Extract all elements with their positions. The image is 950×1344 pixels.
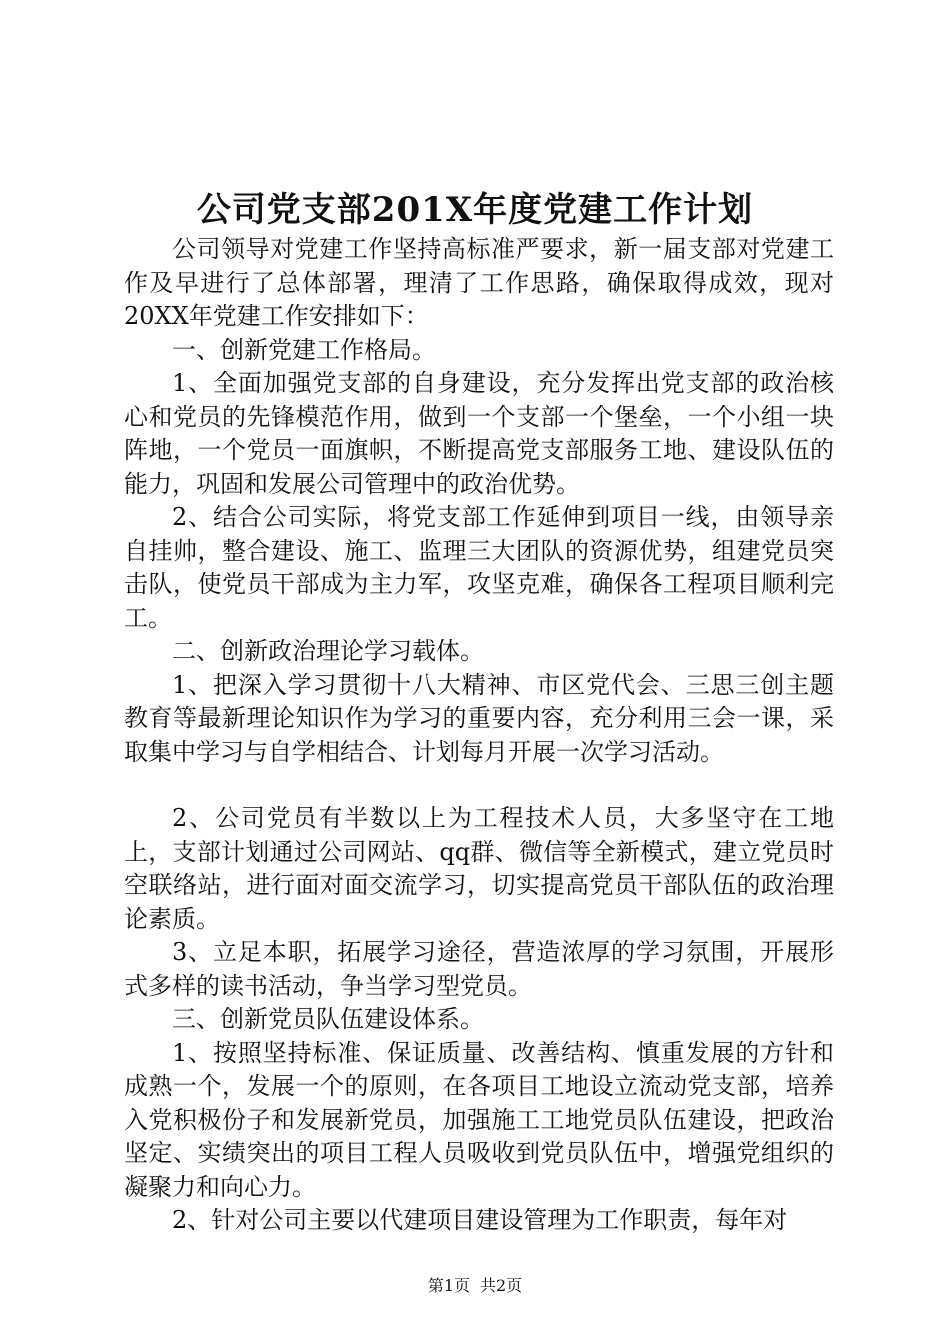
section-heading-3: 三、创新党员队伍建设体系。 — [172, 1005, 484, 1033]
page-number: 第1页 — [427, 1276, 470, 1295]
paragraph-intro: 公司领导对党建工作坚持高标准严要求，新一届支部对党建工作及早进行了总体部署，理清了工作思路，确保取得成效，现对20XX年党建工作安排如下： — [124, 235, 834, 330]
section-heading-2: 二、创新政治理论学习载体。 — [172, 637, 484, 665]
page-total: 共2页 — [480, 1276, 523, 1295]
paragraph-1-1: 1、全面加强党支部的自身建设，充分发挥出党支部的政治核心和党员的先锋模范作用，做到一个支部一个堡垒，一个小组一块阵地，一个党员一面旗帜，不断提高党支部服务工地、建设队伍的能力，巩固和发展公司管理中的政治优势。 — [124, 369, 834, 498]
paragraph-3-2: 2、针对公司主要以代建项目建设管理为工作职责，每年对 — [172, 1206, 788, 1234]
paragraph-3-1: 1、按照坚持标准、保证质量、改善结构、慎重发展的方针和成熟一个，发展一个的原则，在各项目工地设立流动党支部，培养入党积极份子和发展新党员，加强施工工地党员队伍建设，把政治坚定、实绩突出的项目工程人员吸收到党员队伍中，增强党组织的凝聚力和向心力。 — [124, 1038, 834, 1201]
document-body — [124, 233, 834, 1238]
page-footer — [0, 1276, 950, 1296]
paragraph-2-3: 3、立足本职，拓展学习途径，营造浓厚的学习氛围，开展形式多样的读书活动，争当学习型党员。 — [124, 938, 834, 1000]
paragraph-2-2: 2、公司党员有半数以上为工程技术人员，大多坚守在工地上，支部计划通过公司网站、qq群、微信等全新模式，建立党员时空联络站，进行面对面交流学习，切实提高党员干部队伍的政治理论素质。 — [124, 804, 834, 933]
paragraph-2-1: 1、把深入学习贯彻十八大精神、市区党代会、三思三创主题教育等最新理论知识作为学习的重要内容，充分利用三会一课，采取集中学习与自学相结合、计划每月开展一次学习活动。 — [124, 670, 834, 766]
section-heading-1: 一、创新党建工作格局。 — [172, 335, 436, 364]
document-title: 公司党支部201X年度党建工作计划 — [196, 190, 754, 230]
paragraph-1-2: 2、结合公司实际，将党支部工作延伸到项目一线，由领导亲自挂帅，整合建设、施工、监理三大团队的资源优势，组建党员突击队，使党员干部成为主力军，攻坚克难，确保各工程项目顺利完工。 — [124, 503, 834, 632]
